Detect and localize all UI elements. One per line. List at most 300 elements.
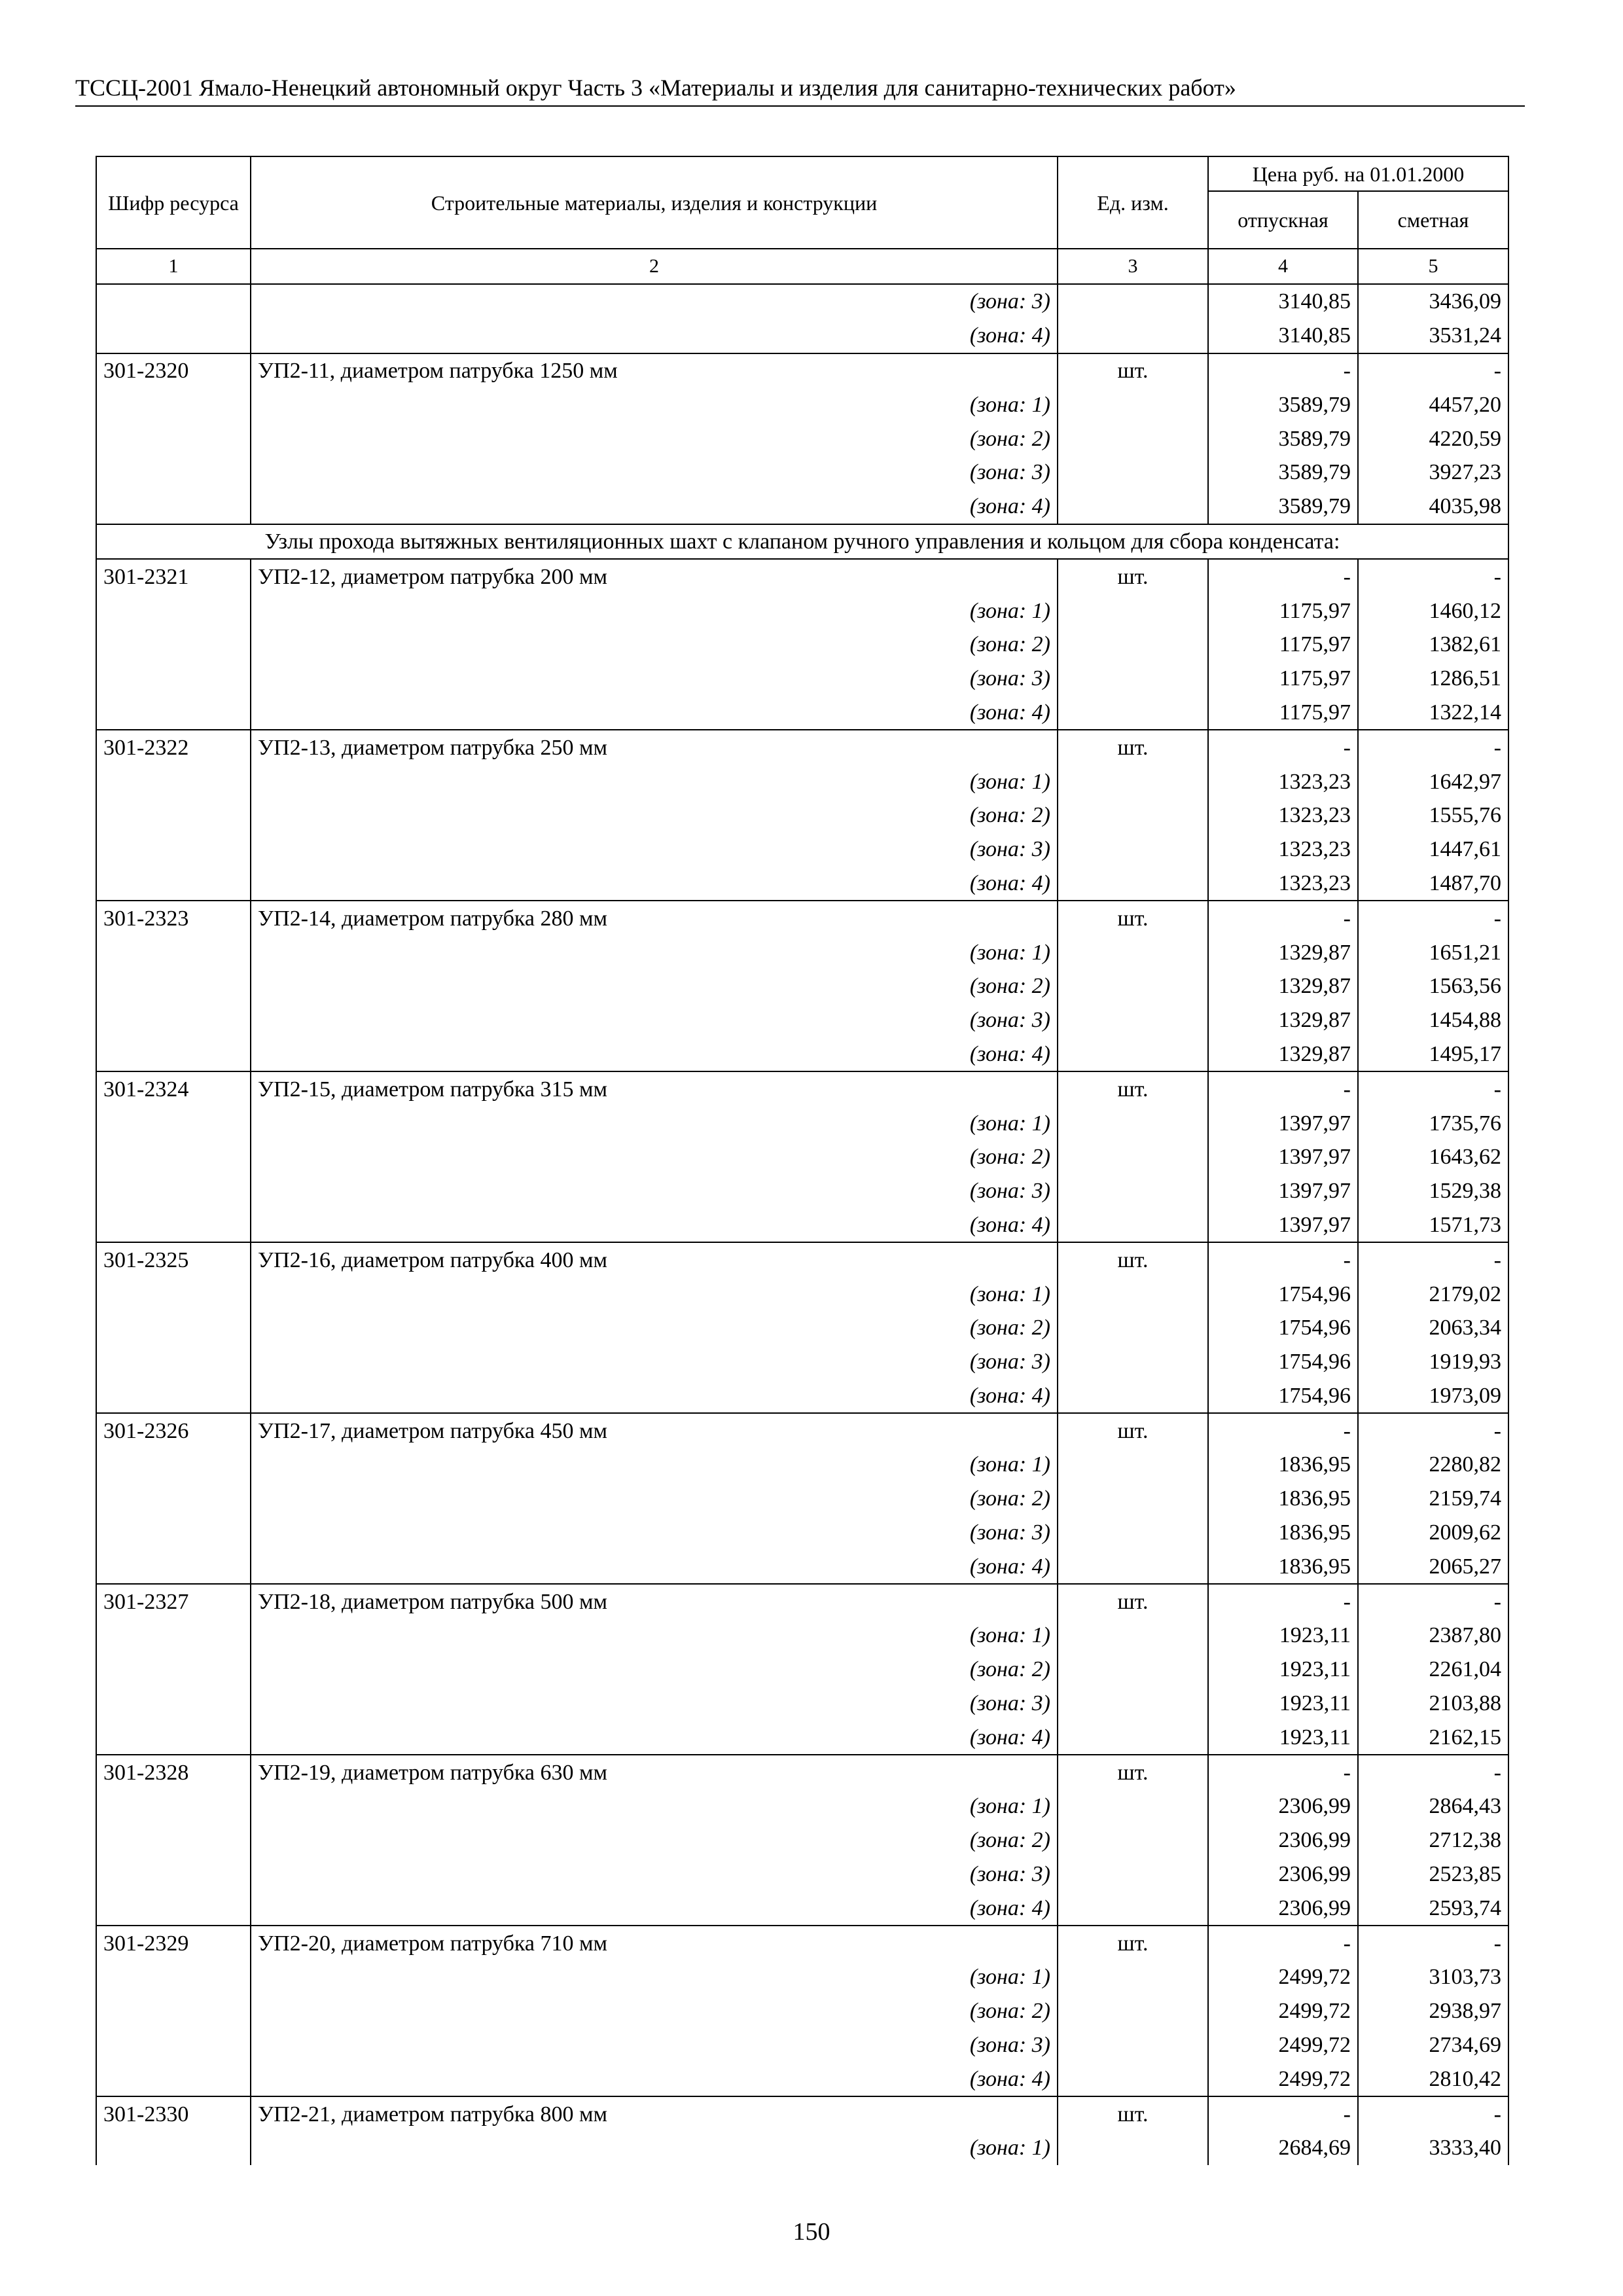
release-price: 2499,72 [1208, 2062, 1358, 2096]
zone-label: (зона: 3) [251, 1516, 1058, 1550]
estimate-price: 2009,62 [1358, 1516, 1508, 1550]
unit-of-measure [1058, 284, 1208, 319]
resource-code [96, 833, 251, 867]
column-header-name: Строительные материалы, изделия и конструкции [251, 156, 1058, 249]
unit-of-measure [1058, 1448, 1208, 1482]
resource-code [96, 1653, 251, 1687]
release-price: 2306,99 [1208, 1823, 1358, 1857]
estimate-price: 1571,73 [1358, 1208, 1508, 1243]
item-row [96, 1071, 1508, 1106]
resource-code [96, 1823, 251, 1857]
estimate-price: 3927,23 [1358, 456, 1508, 490]
estimate-price: - [1358, 901, 1508, 935]
zone-label: (зона: 1) [251, 594, 1058, 628]
column-number: 5 [1358, 249, 1508, 284]
unit-of-measure [1058, 2131, 1208, 2165]
estimate-price: - [1358, 1071, 1508, 1106]
estimate-price: 2280,82 [1358, 1448, 1508, 1482]
zone-label: (зона: 3) [251, 1174, 1058, 1208]
table-body [96, 284, 1508, 2165]
column-header-release: отпускная [1208, 191, 1358, 249]
zone-row [96, 662, 1508, 696]
unit-of-measure [1058, 1208, 1208, 1243]
zone-label: (зона: 1) [251, 387, 1058, 422]
zone-row [96, 387, 1508, 422]
estimate-price: 1322,14 [1358, 696, 1508, 730]
zone-label: (зона: 4) [251, 1379, 1058, 1414]
resource-code [96, 2028, 251, 2062]
unit-of-measure [1058, 1140, 1208, 1174]
estimate-price: 2864,43 [1358, 1789, 1508, 1823]
zone-label: (зона: 4) [251, 1720, 1058, 1755]
item-row [96, 1584, 1508, 1619]
zone-row [96, 1891, 1508, 1926]
column-header-code: Шифр ресурса [96, 156, 251, 249]
estimate-price: 2593,74 [1358, 1891, 1508, 1926]
material-name: УП2-14, диаметром патрубка 280 мм [251, 901, 1058, 935]
material-name: УП2-19, диаметром патрубка 630 мм [251, 1755, 1058, 1789]
zone-row [96, 1037, 1508, 1072]
resource-code [96, 1994, 251, 2028]
release-price: 1836,95 [1208, 1448, 1358, 1482]
item-row [96, 353, 1508, 388]
release-price: 1175,97 [1208, 594, 1358, 628]
unit-of-measure [1058, 319, 1208, 353]
unit-of-measure [1058, 935, 1208, 969]
resource-code [96, 1106, 251, 1140]
unit-of-measure [1058, 594, 1208, 628]
release-price: 3589,79 [1208, 387, 1358, 422]
resource-code [96, 764, 251, 798]
unit-of-measure [1058, 1789, 1208, 1823]
zone-label: (зона: 2) [251, 628, 1058, 662]
unit-of-measure [1058, 1345, 1208, 1379]
zone-row [96, 2062, 1508, 2096]
estimate-price: 3333,40 [1358, 2131, 1508, 2165]
resource-code: 301-2323 [96, 901, 251, 935]
release-price: 2499,72 [1208, 2028, 1358, 2062]
release-price: 2684,69 [1208, 2131, 1358, 2165]
resource-code [96, 490, 251, 524]
unit-of-measure [1058, 867, 1208, 901]
zone-label: (зона: 1) [251, 1106, 1058, 1140]
column-number: 4 [1208, 249, 1358, 284]
zone-label: (зона: 3) [251, 1687, 1058, 1721]
estimate-price: 1495,17 [1358, 1037, 1508, 1072]
zone-label: (зона: 2) [251, 798, 1058, 833]
resource-code [96, 1277, 251, 1311]
release-price: - [1208, 1413, 1358, 1448]
resource-code [96, 594, 251, 628]
zone-row [96, 1549, 1508, 1584]
column-header-estimate: сметная [1358, 191, 1508, 249]
estimate-price: 1555,76 [1358, 798, 1508, 833]
zone-label: (зона: 2) [251, 1140, 1058, 1174]
resource-code [96, 1174, 251, 1208]
zone-row [96, 1687, 1508, 1721]
unit-of-measure [1058, 1857, 1208, 1892]
release-price: 1754,96 [1208, 1311, 1358, 1345]
zone-row [96, 1311, 1508, 1345]
estimate-price: 1447,61 [1358, 833, 1508, 867]
unit-of-measure [1058, 2062, 1208, 2096]
zone-label: (зона: 1) [251, 764, 1058, 798]
zone-label: (зона: 3) [251, 662, 1058, 696]
estimate-price: - [1358, 1584, 1508, 1619]
estimate-price: 1735,76 [1358, 1106, 1508, 1140]
estimate-price: - [1358, 730, 1508, 764]
resource-code [96, 798, 251, 833]
zone-label: (зона: 4) [251, 1891, 1058, 1926]
zone-row [96, 969, 1508, 1003]
release-price: 2306,99 [1208, 1857, 1358, 1892]
unit-of-measure [1058, 628, 1208, 662]
unit-of-measure: шт. [1058, 1584, 1208, 1619]
release-price: - [1208, 1926, 1358, 1960]
unit-of-measure [1058, 1106, 1208, 1140]
zone-label: (зона: 4) [251, 1549, 1058, 1584]
estimate-price: - [1358, 353, 1508, 388]
zone-label: (зона: 2) [251, 1653, 1058, 1687]
estimate-price: - [1358, 1926, 1508, 1960]
resource-code: 301-2326 [96, 1413, 251, 1448]
unit-of-measure [1058, 1720, 1208, 1755]
zone-label: (зона: 2) [251, 1311, 1058, 1345]
release-price: 1323,23 [1208, 867, 1358, 901]
estimate-price: 2065,27 [1358, 1549, 1508, 1584]
estimate-price: 1643,62 [1358, 1140, 1508, 1174]
unit-of-measure [1058, 1619, 1208, 1653]
item-row [96, 559, 1508, 594]
zone-row [96, 1003, 1508, 1037]
unit-of-measure [1058, 1037, 1208, 1072]
unit-of-measure [1058, 798, 1208, 833]
material-name: УП2-21, диаметром патрубка 800 мм [251, 2096, 1058, 2131]
estimate-price: 2261,04 [1358, 1653, 1508, 1687]
estimate-price: 1642,97 [1358, 764, 1508, 798]
zone-label: (зона: 1) [251, 1619, 1058, 1653]
unit-of-measure [1058, 1311, 1208, 1345]
estimate-price: 1454,88 [1358, 1003, 1508, 1037]
zone-label: (зона: 4) [251, 490, 1058, 524]
zone-row [96, 1789, 1508, 1823]
zone-label: (зона: 2) [251, 1482, 1058, 1516]
zone-row [96, 833, 1508, 867]
release-price: - [1208, 730, 1358, 764]
zone-label: (зона: 4) [251, 867, 1058, 901]
release-price: 1397,97 [1208, 1174, 1358, 1208]
resource-code [96, 1516, 251, 1550]
release-price: 1836,95 [1208, 1482, 1358, 1516]
release-price: 2499,72 [1208, 1994, 1358, 2028]
resource-code [96, 2131, 251, 2165]
column-number: 3 [1058, 249, 1208, 284]
zone-row [96, 1208, 1508, 1243]
unit-of-measure [1058, 969, 1208, 1003]
resource-code [96, 1960, 251, 1994]
release-price: 1323,23 [1208, 798, 1358, 833]
zone-row [96, 1345, 1508, 1379]
estimate-price: 1460,12 [1358, 594, 1508, 628]
item-row [96, 1242, 1508, 1277]
zone-row [96, 1482, 1508, 1516]
zone-label: (зона: 3) [251, 284, 1058, 319]
unit-of-measure [1058, 1549, 1208, 1584]
unit-of-measure [1058, 1994, 1208, 2028]
estimate-price: 2103,88 [1358, 1687, 1508, 1721]
unit-of-measure: шт. [1058, 901, 1208, 935]
unit-of-measure: шт. [1058, 1071, 1208, 1106]
zone-row [96, 1448, 1508, 1482]
resource-code [96, 1549, 251, 1584]
zone-row [96, 1379, 1508, 1414]
unit-of-measure [1058, 456, 1208, 490]
release-price: 1175,97 [1208, 628, 1358, 662]
estimate-price: 2523,85 [1358, 1857, 1508, 1892]
zone-label: (зона: 3) [251, 1857, 1058, 1892]
zone-row [96, 456, 1508, 490]
resource-code [96, 387, 251, 422]
zone-label: (зона: 3) [251, 2028, 1058, 2062]
estimate-price: 1973,09 [1358, 1379, 1508, 1414]
zone-row [96, 1960, 1508, 1994]
zone-row [96, 1516, 1508, 1550]
unit-of-measure: шт. [1058, 1755, 1208, 1789]
release-price: 3589,79 [1208, 490, 1358, 524]
column-header-unit: Ед. изм. [1058, 156, 1208, 249]
unit-of-measure [1058, 1277, 1208, 1311]
resource-code [96, 284, 251, 319]
unit-of-measure [1058, 1482, 1208, 1516]
material-name: УП2-16, диаметром патрубка 400 мм [251, 1242, 1058, 1277]
estimate-price: 1529,38 [1358, 1174, 1508, 1208]
zone-row [96, 1823, 1508, 1857]
resource-code: 301-2330 [96, 2096, 251, 2131]
estimate-price: 4220,59 [1358, 422, 1508, 456]
zone-row [96, 1619, 1508, 1653]
page-header-title: ТССЦ-2001 Ямало-Ненецкий автономный округ Часть 3 «Материалы и изделия для санитарно-технических работ» [75, 75, 1236, 101]
resource-code [96, 935, 251, 969]
resource-code [96, 2062, 251, 2096]
unit-of-measure: шт. [1058, 730, 1208, 764]
resource-code [96, 867, 251, 901]
column-number: 2 [251, 249, 1058, 284]
zone-row [96, 1174, 1508, 1208]
material-name: УП2-13, диаметром патрубка 250 мм [251, 730, 1058, 764]
zone-row [96, 1994, 1508, 2028]
zone-row [96, 1106, 1508, 1140]
release-price: 3589,79 [1208, 456, 1358, 490]
resource-code: 301-2328 [96, 1755, 251, 1789]
unit-of-measure [1058, 1687, 1208, 1721]
unit-of-measure [1058, 1653, 1208, 1687]
zone-label: (зона: 3) [251, 456, 1058, 490]
release-price: 1323,23 [1208, 833, 1358, 867]
resource-code [96, 1720, 251, 1755]
release-price: 1175,97 [1208, 696, 1358, 730]
release-price: 1329,87 [1208, 935, 1358, 969]
release-price: 3140,85 [1208, 319, 1358, 353]
release-price: 3140,85 [1208, 284, 1358, 319]
release-price: - [1208, 353, 1358, 388]
estimate-price: - [1358, 1413, 1508, 1448]
resource-code [96, 1789, 251, 1823]
material-name: УП2-20, диаметром патрубка 710 мм [251, 1926, 1058, 1960]
resource-code [96, 1619, 251, 1653]
unit-of-measure [1058, 1891, 1208, 1926]
zone-row [96, 1857, 1508, 1892]
unit-of-measure [1058, 696, 1208, 730]
release-price: 1923,11 [1208, 1720, 1358, 1755]
unit-of-measure: шт. [1058, 1413, 1208, 1448]
resource-code: 301-2327 [96, 1584, 251, 1619]
zone-label: (зона: 4) [251, 2062, 1058, 2096]
release-price: 1754,96 [1208, 1277, 1358, 1311]
release-price: 2499,72 [1208, 1960, 1358, 1994]
estimate-price: - [1358, 1755, 1508, 1789]
resource-code [96, 1208, 251, 1243]
unit-of-measure [1058, 764, 1208, 798]
item-row [96, 2096, 1508, 2131]
material-name: УП2-17, диаметром патрубка 450 мм [251, 1413, 1058, 1448]
estimate-price: 2712,38 [1358, 1823, 1508, 1857]
zone-label: (зона: 3) [251, 1345, 1058, 1379]
unit-of-measure [1058, 833, 1208, 867]
column-header-price-group: Цена руб. на 01.01.2000 [1208, 156, 1508, 191]
item-row [96, 1413, 1508, 1448]
resource-code [96, 1482, 251, 1516]
unit-of-measure [1058, 662, 1208, 696]
zone-row [96, 798, 1508, 833]
estimate-price: - [1358, 559, 1508, 594]
resource-code: 301-2329 [96, 1926, 251, 1960]
zone-label: (зона: 2) [251, 422, 1058, 456]
resource-code [96, 1311, 251, 1345]
resource-code [96, 662, 251, 696]
zone-row [96, 764, 1508, 798]
zone-label: (зона: 4) [251, 1208, 1058, 1243]
zone-row [96, 1720, 1508, 1755]
release-price: - [1208, 1242, 1358, 1277]
release-price: - [1208, 2096, 1358, 2131]
resource-code [96, 319, 251, 353]
estimate-price: 2810,42 [1358, 2062, 1508, 2096]
zone-label: (зона: 1) [251, 1277, 1058, 1311]
item-row [96, 1755, 1508, 1789]
material-name: УП2-18, диаметром патрубка 500 мм [251, 1584, 1058, 1619]
header-divider [75, 105, 1525, 107]
zone-label: (зона: 1) [251, 935, 1058, 969]
resource-code: 301-2322 [96, 730, 251, 764]
unit-of-measure [1058, 1379, 1208, 1414]
release-price: 1329,87 [1208, 1037, 1358, 1072]
zone-label: (зона: 1) [251, 1960, 1058, 1994]
zone-row [96, 1277, 1508, 1311]
resource-code [96, 1037, 251, 1072]
unit-of-measure [1058, 387, 1208, 422]
resource-code: 301-2321 [96, 559, 251, 594]
release-price: 1754,96 [1208, 1379, 1358, 1414]
unit-of-measure: шт. [1058, 353, 1208, 388]
resource-code [96, 1687, 251, 1721]
unit-of-measure [1058, 1516, 1208, 1550]
estimate-price: 2162,15 [1358, 1720, 1508, 1755]
unit-of-measure: шт. [1058, 1242, 1208, 1277]
estimate-price: 4457,20 [1358, 387, 1508, 422]
zone-label: (зона: 2) [251, 1994, 1058, 2028]
zone-row [96, 696, 1508, 730]
zone-label: (зона: 3) [251, 833, 1058, 867]
estimate-price: 2159,74 [1358, 1482, 1508, 1516]
resource-code [96, 696, 251, 730]
estimate-price: - [1358, 1242, 1508, 1277]
release-price: 2306,99 [1208, 1891, 1358, 1926]
resource-code [96, 1857, 251, 1892]
column-number: 1 [96, 249, 251, 284]
estimate-price: 3103,73 [1358, 1960, 1508, 1994]
resource-code: 301-2324 [96, 1071, 251, 1106]
estimate-price: 1651,21 [1358, 935, 1508, 969]
resource-code: 301-2320 [96, 353, 251, 388]
resource-code [96, 1379, 251, 1414]
resource-code [96, 1891, 251, 1926]
release-price: 2306,99 [1208, 1789, 1358, 1823]
release-price: 3589,79 [1208, 422, 1358, 456]
estimate-price: 3531,24 [1358, 319, 1508, 353]
zone-label: (зона: 1) [251, 2131, 1058, 2165]
unit-of-measure: шт. [1058, 1926, 1208, 1960]
zone-row [96, 1140, 1508, 1174]
unit-of-measure [1058, 490, 1208, 524]
resource-code: 301-2325 [96, 1242, 251, 1277]
zone-row [96, 422, 1508, 456]
resource-code [96, 1140, 251, 1174]
page-number: 150 [793, 2218, 830, 2246]
resource-code [96, 422, 251, 456]
item-row [96, 1926, 1508, 1960]
release-price: 1323,23 [1208, 764, 1358, 798]
zone-row [96, 2028, 1508, 2062]
price-table [96, 156, 1509, 2165]
material-name: УП2-11, диаметром патрубка 1250 мм [251, 353, 1058, 388]
resource-code [96, 1448, 251, 1482]
zone-label: (зона: 4) [251, 1037, 1058, 1072]
zone-row [96, 2131, 1508, 2165]
unit-of-measure [1058, 422, 1208, 456]
column-number-row [96, 249, 1508, 284]
release-price: - [1208, 559, 1358, 594]
zone-row [96, 935, 1508, 969]
zone-row [96, 867, 1508, 901]
release-price: - [1208, 901, 1358, 935]
estimate-price: 4035,98 [1358, 490, 1508, 524]
zone-label: (зона: 3) [251, 1003, 1058, 1037]
unit-of-measure [1058, 1823, 1208, 1857]
resource-code [96, 1345, 251, 1379]
unit-of-measure [1058, 1174, 1208, 1208]
zone-row [96, 284, 1508, 319]
estimate-price: 1382,61 [1358, 628, 1508, 662]
estimate-price: 1563,56 [1358, 969, 1508, 1003]
resource-code [96, 456, 251, 490]
unit-of-measure: шт. [1058, 559, 1208, 594]
zone-label: (зона: 1) [251, 1789, 1058, 1823]
material-name: УП2-12, диаметром патрубка 200 мм [251, 559, 1058, 594]
zone-label: (зона: 4) [251, 696, 1058, 730]
estimate-price: 2734,69 [1358, 2028, 1508, 2062]
estimate-price: - [1358, 2096, 1508, 2131]
estimate-price: 2063,34 [1358, 1311, 1508, 1345]
